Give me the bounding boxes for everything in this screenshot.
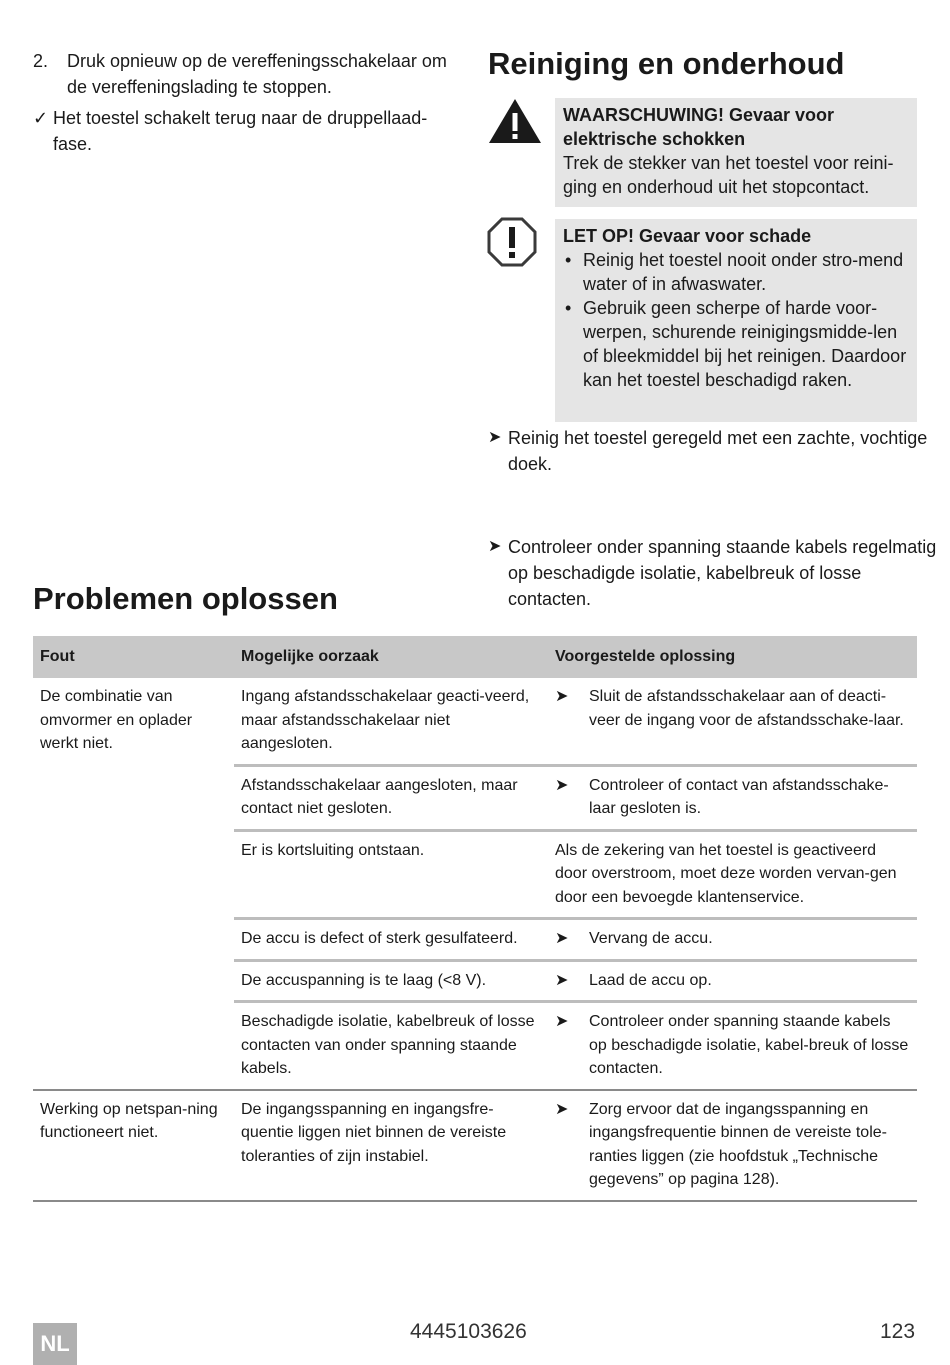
notice-box xyxy=(555,219,917,422)
result-line xyxy=(33,105,458,161)
arrow-icon: ➤ xyxy=(555,776,569,794)
step-text: Druk opnieuw op de vereffeningsschakelaar om de vereffeningslading te stoppen. xyxy=(67,51,447,97)
solution-text: Sluit de afstandsschakelaar aan of deacti-veer de ingang voor de afstandsschake-laar. xyxy=(589,688,904,729)
header-solution: Voorgestelde oplossing xyxy=(548,636,917,678)
arrow-icon: ➤ xyxy=(555,930,569,947)
arrow-icon: ➤ xyxy=(555,1013,569,1030)
solution-text: Laad de accu op. xyxy=(589,971,712,989)
fault-cell: Werking op netspan-ning functioneert niet. xyxy=(33,1090,234,1201)
cause-cell: Beschadigde isolatie, kabelbreuk of losse contacten van onder spanning staande kabels. xyxy=(234,1002,548,1090)
action-text: Reinig het toestel geregeld met een zachte, vochtige doek. xyxy=(508,428,928,474)
solution-cell xyxy=(548,1090,917,1201)
solution-text: Zorg ervoor dat de ingangsspanning en ingangsfrequentie binnen de vereiste tole-ranties liggen (zie hoofdstuk „Technische gegevens” op pagina 128). xyxy=(589,1100,887,1188)
notice-item: • Gebruik geen scherpe of harde voor-werpen, schurende reinigingsmidde-len of bleekmiddel bij het reinigen. Daardoor kan het toestel beschadigd raken. xyxy=(563,296,909,392)
cause-cell: Afstandsschakelaar aangesloten, maar contact niet gesloten. xyxy=(234,765,548,830)
warning-text: Trek de stekker van het toestel voor reini-ging en onderhoud uit het stopcontact. xyxy=(563,153,894,197)
octagon-exclamation-icon xyxy=(487,217,537,267)
table-header-row xyxy=(33,636,917,678)
solution-cell xyxy=(548,960,917,1002)
cause-cell: Er is kortsluiting ontstaan. xyxy=(234,830,548,919)
solution-cell xyxy=(548,919,917,961)
table-row xyxy=(33,678,917,765)
header-cause: Mogelijke oorzaak xyxy=(234,636,548,678)
action-item xyxy=(488,425,938,477)
step-2 xyxy=(33,48,453,108)
arrow-icon: ➤ xyxy=(555,688,569,705)
solution-cell: Als de zekering van het toestel is geactiveerd door overstroom, moet deze worden vervan-gen door een bevoegde klantenservice. xyxy=(548,830,917,919)
notice-list xyxy=(563,248,909,392)
action-text: Controleer onder spanning staande kabels regelmatig op beschadigde isolatie, kabelbreuk of losse contacten. xyxy=(508,537,937,609)
solution-text: Controleer onder spanning staande kabels op beschadigde isolatie, kabel-breuk of losse contacten. xyxy=(589,1013,909,1077)
troubleshooting-table xyxy=(33,636,917,1202)
solution-cell xyxy=(548,678,917,765)
solution-cell xyxy=(548,1002,917,1090)
language-badge: NL xyxy=(33,1323,77,1365)
step-number: 2. xyxy=(33,51,49,71)
notice-item: • Reinig het toestel nooit onder stro-mend water of in afwaswater. xyxy=(563,248,909,296)
page-number: 123 xyxy=(880,1320,916,1343)
fault-cell: De combinatie van omvormer en oplader werkt niet. xyxy=(40,688,193,752)
arrow-icon: ➤ xyxy=(488,429,502,446)
cause-cell: De accuspanning is te laag (<8 V). xyxy=(234,960,548,1002)
arrow-icon: ➤ xyxy=(555,1100,569,1118)
doc-number: 4445103626 xyxy=(410,1320,527,1343)
cause-cell: De accu is defect of sterk gesulfateerd. xyxy=(234,919,548,961)
cause-cell: De ingangsspanning en ingangsfre-quentie liggen niet binnen de vereiste toleranties of zijn instabiel. xyxy=(234,1090,548,1201)
check-icon: ✓ xyxy=(33,108,49,128)
arrow-icon: ➤ xyxy=(555,971,569,989)
cause-cell: Ingang afstandsschakelaar geacti-veerd, maar afstandsschakelaar niet aangesloten. xyxy=(241,688,530,752)
arrow-icon: ➤ xyxy=(488,538,502,555)
header-fault: Fout xyxy=(33,636,234,678)
warning-triangle-icon xyxy=(487,97,543,145)
solution-cell xyxy=(548,765,917,830)
table-row xyxy=(33,1090,917,1201)
solution-text: Vervang de accu. xyxy=(589,930,713,947)
result-text: Het toestel schakelt terug naar de druppellaad-fase. xyxy=(53,108,428,154)
warning-title: WAARSCHUWING! Gevaar voor elektrische schokken xyxy=(563,105,835,149)
action-item xyxy=(488,534,938,612)
solution-text: Controleer of contact van afstandsschake-laar gesloten is. xyxy=(589,776,889,817)
cleaning-heading: Reiniging en onderhoud xyxy=(488,46,845,81)
problems-heading: Problemen oplossen xyxy=(33,581,338,616)
warning-box xyxy=(555,98,917,207)
notice-title: LET OP! Gevaar voor schade xyxy=(563,226,812,246)
